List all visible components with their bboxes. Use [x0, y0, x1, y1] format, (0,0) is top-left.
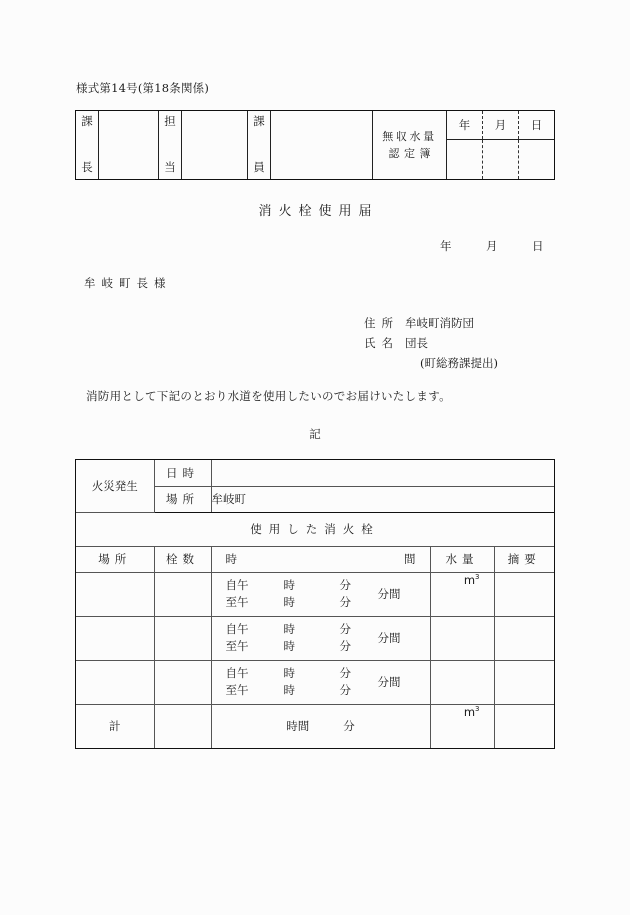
ledger-label-line1: 無収水量 — [382, 129, 437, 143]
column-header-water: 水量 — [430, 546, 494, 572]
time-from-label-2: 自午 — [225, 666, 249, 681]
total-minutes: 分 — [343, 719, 355, 734]
time-from-min-0: 分 — [339, 578, 351, 593]
cell-count-0[interactable] — [154, 572, 211, 616]
time-to-hour-2: 時 — [283, 683, 295, 697]
used-hydrant-banner: 使用した消火栓 — [76, 512, 554, 546]
addressee: 牟岐町長様 — [84, 276, 172, 290]
time-to-label-0: 至午 — [225, 595, 249, 609]
cell-remarks-2[interactable] — [494, 660, 554, 704]
body-text: 消防用として下記のとおり水道を使用したいのでお届けいたします。 — [86, 389, 451, 403]
ledger-date-input-month[interactable] — [483, 140, 519, 179]
time-from-hour-2: 時 — [283, 666, 295, 681]
total-remarks[interactable] — [494, 704, 554, 748]
approval-label-section-chief — [76, 111, 99, 179]
fire-place-value[interactable]: 牟岐町 — [211, 486, 554, 512]
submitter-name-row — [364, 333, 498, 353]
column-header-remarks: 摘要 — [494, 546, 554, 572]
approval-label-top-1: 担 — [164, 114, 176, 128]
approval-label-in-charge — [159, 111, 182, 179]
cell-remarks-0[interactable] — [494, 572, 554, 616]
time-duration-0: 分間 — [377, 586, 401, 601]
ledger-date-area — [447, 111, 554, 179]
column-header-count: 栓数 — [154, 546, 211, 572]
cell-time-1[interactable] — [211, 616, 430, 660]
submission-date-line: 年 月 日 — [440, 239, 544, 253]
table-row-total — [76, 704, 554, 748]
time-from-min-2: 分 — [339, 666, 351, 681]
time-to-label-1: 至午 — [225, 639, 249, 653]
unbilled-water-ledger-label — [373, 111, 447, 179]
column-header-time-left: 時 — [225, 552, 237, 566]
cell-time-2[interactable] — [211, 660, 430, 704]
page-title: 消火栓使用届 — [258, 204, 379, 219]
submitter-name-value: 団長 — [405, 336, 428, 351]
ledger-date-input-day[interactable] — [519, 140, 554, 179]
approval-label-top-2: 課 — [253, 114, 265, 128]
ki-marker: 記 — [309, 427, 321, 441]
table-row-banner — [76, 512, 554, 546]
cell-water-0[interactable] — [430, 572, 494, 616]
table-row — [76, 572, 554, 616]
ledger-date-input-year[interactable] — [447, 140, 483, 179]
water-exponent-0: 3 — [475, 572, 480, 581]
time-to-min-1: 分 — [339, 639, 351, 653]
approval-label-bottom-1: 当 — [164, 159, 176, 174]
submitter-note: (町総務課提出) — [420, 356, 498, 371]
time-to-hour-1: 時 — [283, 639, 295, 653]
time-from-label-0: 自午 — [225, 578, 249, 593]
total-hours: 時間 — [286, 719, 310, 734]
ledger-date-headers — [447, 111, 554, 140]
fire-place-label: 場所 — [154, 486, 211, 512]
submitter-address-label: 住所 — [364, 316, 399, 330]
cell-time-0[interactable] — [211, 572, 430, 616]
approval-label-top-0: 課 — [81, 114, 93, 128]
fire-occurrence-label: 火災発生 — [76, 460, 154, 512]
time-from-label-1: 自午 — [225, 622, 249, 637]
total-label: 計 — [76, 704, 154, 748]
ledger-date-header-month: 月 — [483, 111, 519, 139]
approval-stamp-box-section-chief[interactable] — [99, 111, 159, 179]
approval-stamp-box-in-charge[interactable] — [182, 111, 248, 179]
table-row-fire-datetime — [76, 460, 554, 486]
ledger-date-header-year: 年 — [447, 111, 483, 139]
cell-count-2[interactable] — [154, 660, 211, 704]
cell-water-1[interactable] — [430, 616, 494, 660]
approval-stamp-table — [75, 110, 555, 180]
table-row — [76, 660, 554, 704]
approval-label-bottom-2: 員 — [253, 159, 265, 174]
form-number: 様式第14号(第18条関係) — [76, 81, 210, 95]
ledger-date-entry-row — [447, 140, 554, 179]
total-water-unit: m — [463, 704, 476, 719]
time-duration-1: 分間 — [377, 630, 401, 645]
fire-datetime-value[interactable] — [211, 460, 554, 486]
cell-place-2[interactable] — [76, 660, 154, 704]
hydrant-usage-table — [75, 459, 555, 749]
total-water-exponent: 3 — [475, 704, 480, 713]
submitter-name-label: 氏名 — [364, 336, 399, 351]
column-header-time-right: 間 — [404, 552, 416, 566]
submitter-address-value: 牟岐町消防団 — [405, 316, 474, 330]
total-count[interactable] — [154, 704, 211, 748]
time-to-label-2: 至午 — [225, 683, 249, 697]
cell-place-1[interactable] — [76, 616, 154, 660]
approval-label-staff — [248, 111, 271, 179]
time-from-hour-1: 時 — [283, 622, 295, 637]
water-unit-0: m — [463, 572, 476, 587]
submitter-block — [364, 313, 498, 373]
time-from-min-1: 分 — [339, 622, 351, 637]
time-to-hour-0: 時 — [283, 595, 295, 609]
approval-stamp-box-staff[interactable] — [271, 111, 373, 179]
table-row-column-headers — [76, 546, 554, 572]
time-duration-2: 分間 — [377, 674, 401, 689]
ledger-label-line2: 認定簿 — [388, 147, 435, 160]
cell-place-0[interactable] — [76, 572, 154, 616]
cell-count-1[interactable] — [154, 616, 211, 660]
table-row — [76, 616, 554, 660]
approval-label-bottom-0: 長 — [81, 159, 93, 174]
cell-remarks-1[interactable] — [494, 616, 554, 660]
cell-water-2[interactable] — [430, 660, 494, 704]
total-time[interactable] — [211, 704, 430, 748]
column-header-place: 場所 — [76, 546, 154, 572]
time-to-min-2: 分 — [339, 683, 351, 697]
time-from-hour-0: 時 — [283, 578, 295, 593]
submitter-address-row — [364, 313, 498, 333]
time-to-min-0: 分 — [339, 595, 351, 609]
ledger-date-header-day: 日 — [530, 118, 543, 132]
column-header-time — [211, 546, 430, 572]
total-water[interactable] — [430, 704, 494, 748]
fire-datetime-label: 日時 — [154, 460, 211, 486]
